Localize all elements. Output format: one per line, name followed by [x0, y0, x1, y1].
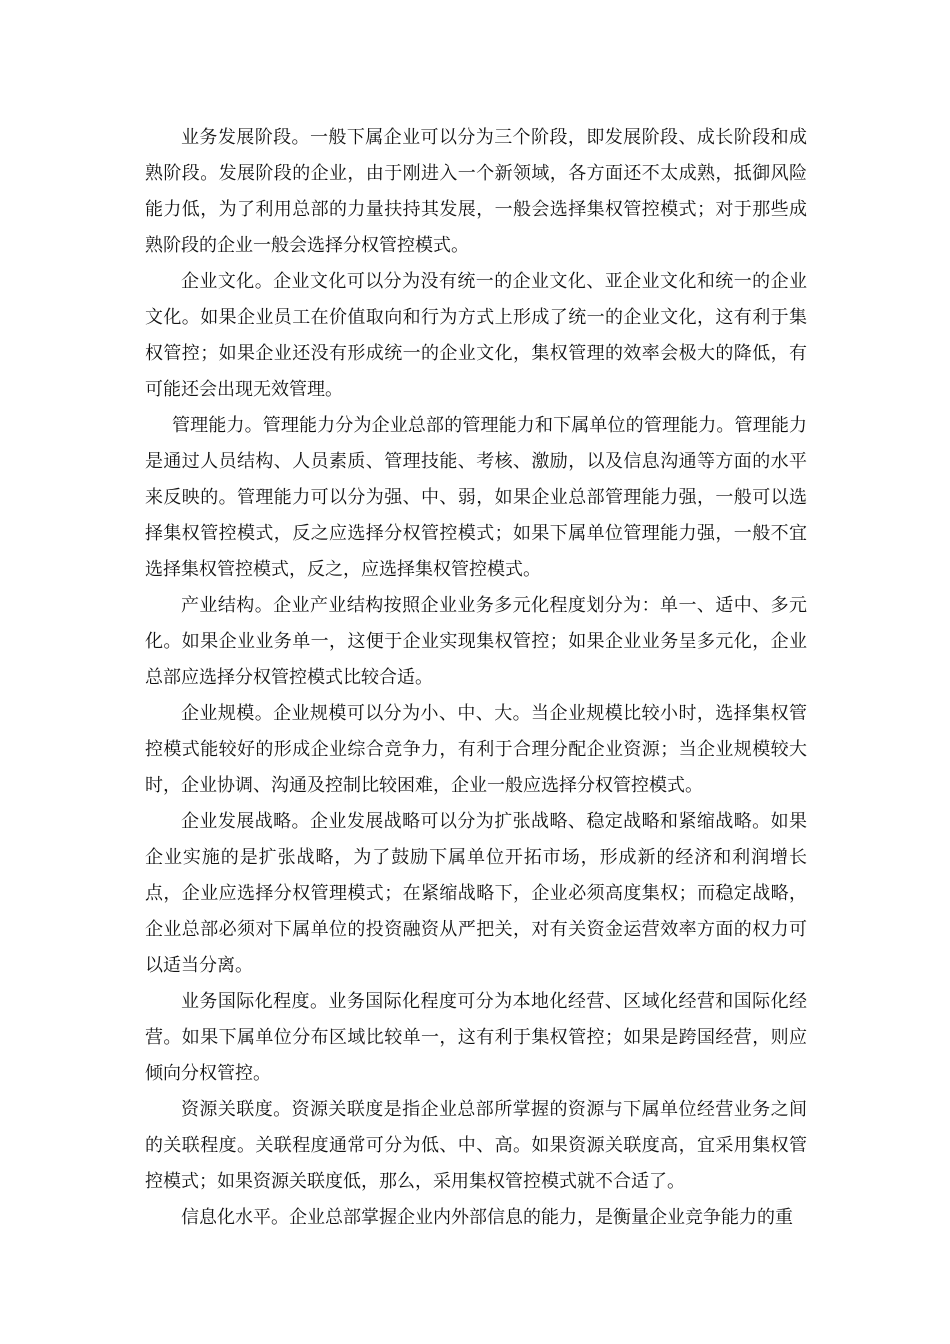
paragraph-industry-structure: 产业结构。企业产业结构按照企业业务多元化程度划分为：单一、适中、多元化。如果企业业务单一，这便于企业实现集权管控；如果企业业务呈多元化，企业总部应选择分权管控模式比较合适。 [145, 595, 807, 688]
paragraph-development-strategy: 企业发展战略。企业发展战略可以分为扩张战略、稳定战略和紧缩战略。如果企业实施的是扩张战略，为了鼓励下属单位开拓市场，形成新的经济和利润增长点，企业应选择分权管理模式；在紧缩战略下，企业必须高度集权；而稳定战略，企业总部必须对下属单位的投资融资从严把关，对有关资金运营效率方面的权力可以适当分离。 [145, 811, 807, 976]
paragraph-informatization-level: 信息化水平。企业总部掌握企业内外部信息的能力，是衡量企业竞争能力的重 [181, 1207, 793, 1228]
paragraph-internationalization: 业务国际化程度。业务国际化程度可分为本地化经营、区域化经营和国际化经营。如果下属单位分布区域比较单一，这有利于集权管控；如果是跨国经营，则应倾向分权管控。 [145, 991, 807, 1084]
document-body [145, 120, 807, 1236]
paragraph-management-capability: 管理能力。管理能力分为企业总部的管理能力和下属单位的管理能力。管理能力是通过人员结构、人员素质、管理技能、考核、激励，以及信息沟通等方面的水平来反映的。管理能力可以分为强、中、弱，如果企业总部管理能力强，一般可以选择集权管控模式，反之应选择分权管控模式；如果下属单位管理能力强，一般不宜选择集权管控模式，反之，应选择集权管控模式。 [145, 415, 807, 580]
paragraph-resource-relevance: 资源关联度。资源关联度是指企业总部所掌握的资源与下属单位经营业务之间的关联程度。关联程度通常可分为低、中、高。如果资源关联度高，宜采用集权管控模式；如果资源关联度低，那么，采用集权管控模式就不合适了。 [145, 1099, 807, 1192]
paragraph-enterprise-scale: 企业规模。企业规模可以分为小、中、大。当企业规模比较小时，选择集权管控模式能较好的形成企业综合竞争力，有利于合理分配企业资源；当企业规模较大时，企业协调、沟通及控制比较困难，企业一般应选择分权管控模式。 [145, 703, 807, 796]
paragraph-business-stage: 业务发展阶段。一般下属企业可以分为三个阶段，即发展阶段、成长阶段和成熟阶段。发展阶段的企业，由于刚进入一个新领域，各方面还不太成熟，抵御风险能力低，为了利用总部的力量扶持其发展，一般会选择集权管控模式；对于那些成熟阶段的企业一般会选择分权管控模式。 [145, 127, 807, 256]
paragraph-corporate-culture: 企业文化。企业文化可以分为没有统一的企业文化、亚企业文化和统一的企业文化。如果企业员工在价值取向和行为方式上形成了统一的企业文化，这有利于集权管控；如果企业还没有形成统一的企业文化，集权管理的效率会极大的降低，有可能还会出现无效管理。 [145, 271, 807, 400]
